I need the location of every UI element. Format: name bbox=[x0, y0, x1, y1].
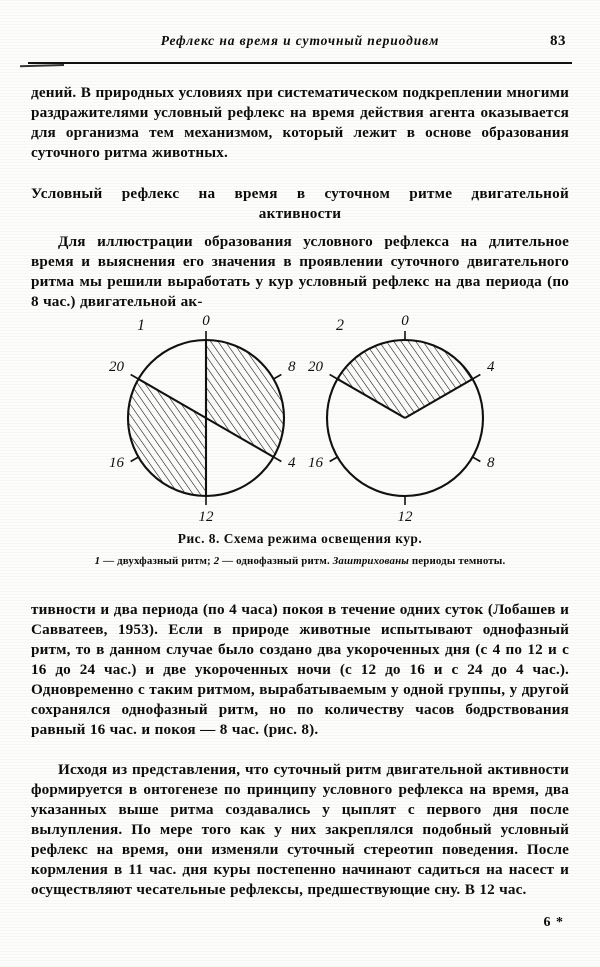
legend-key-2: 2 bbox=[213, 555, 220, 567]
figure-legend bbox=[31, 554, 569, 568]
hour-label-4: 4 bbox=[487, 359, 495, 375]
legend-desc-2: — однофазный ритм. bbox=[219, 555, 333, 567]
figure-8 bbox=[31, 313, 569, 596]
hour-label-12: 12 bbox=[397, 509, 413, 525]
page-number: 83 bbox=[550, 33, 566, 49]
tick-4-outer bbox=[473, 375, 481, 380]
tick-16 bbox=[330, 457, 338, 462]
legend-hatch-note: периоды темноты. bbox=[408, 555, 506, 567]
section-heading-line-2: активности bbox=[258, 205, 342, 222]
hour-label-0: 0 bbox=[202, 313, 210, 329]
figure-caption: Рис. 8. Схема режима освещения кур. bbox=[177, 531, 423, 546]
dark-sector-20-4 bbox=[337, 340, 472, 418]
section-heading-block bbox=[31, 184, 569, 224]
hour-label-8: 8 bbox=[487, 455, 495, 471]
paragraph-block-2 bbox=[31, 232, 569, 312]
legend-key-1: 1 bbox=[94, 555, 101, 567]
hour-label-16: 16 bbox=[308, 455, 323, 471]
running-head-title: Рефлекс на время и суточный периодивм bbox=[160, 33, 440, 48]
tick-16 bbox=[131, 457, 139, 462]
hour-label-8: 8 bbox=[288, 359, 296, 375]
paragraph-experiment: тивности и два периода (по 4 часа) покоя в течение одних суток (Лобашев и Савватеев, 1953). Если в природе животные испытывают однофазный ритм, то в данном случае было создано два укороченных дня (с 4 по 12 и с 16 до 24 час.) и две укороченных ночи (с 12 до 16 и с 24 до 4 час.). Одновременно с таким ритмом, вырабатываемым у одной группы, у другой сохранялся однофазный ритм, но по количеству часов бодрствования равный 16 час. и покоя — 8 час. (рис. 8). bbox=[31, 601, 569, 738]
paragraph-intro: Для иллюстрации образования условного рефлекса на длительное время и выяснения его значения в проявлении суточного двигательного ритма мы решили выработать у кур условный рефлекс на два периода (по 8 час.) двигательной ак- bbox=[31, 233, 569, 310]
legend-desc-1: — двухфазный ритм; bbox=[100, 555, 214, 567]
hour-label-12: 12 bbox=[198, 509, 214, 525]
paragraph-block-4 bbox=[31, 760, 569, 900]
paragraph-block-3 bbox=[31, 600, 569, 740]
legend-hatch-note-emph: Заштрихованы bbox=[332, 555, 409, 567]
tick-20 bbox=[131, 375, 139, 380]
signature-mark: 6 * bbox=[543, 915, 564, 930]
diagram-label-2: 2 bbox=[336, 317, 344, 334]
header-rule bbox=[28, 62, 572, 64]
diagram-biphasic bbox=[109, 313, 296, 525]
tick-8 bbox=[274, 375, 282, 380]
diagram-label-1: 1 bbox=[137, 317, 145, 334]
tick-8 bbox=[473, 457, 481, 462]
hour-label-20: 20 bbox=[308, 359, 323, 375]
tick-20-outer bbox=[330, 375, 338, 380]
paragraph-block-1 bbox=[31, 83, 569, 163]
section-heading-line-1: Условный рефлекс на время в суточном ритме двигательной bbox=[31, 185, 569, 202]
hour-label-16: 16 bbox=[109, 455, 124, 471]
tick-4 bbox=[274, 457, 282, 462]
figure-diagrams bbox=[31, 313, 569, 526]
page-title bbox=[31, 184, 569, 224]
hour-label-0: 0 bbox=[401, 313, 409, 329]
paragraph-ontogenesis: Исходя из представления, что суточный ритм двигательной активности формируется в онтогенезе по принципу условного рефлекса на время, два указанных выше ритма создавались у цыплят с первого дня после вылупления. По мере того как у них закреплялся подобный условный рефлекс на время, они изменяли суточный стереотип поведения. После кормления в 11 час. дня куры постепенно начинают садиться на насест и осуществляют чесательные рефлексы, предшествующие сну. В 12 час. bbox=[31, 761, 569, 898]
paragraph-continuation: дений. В природных условиях при систематическом подкреплении многими раздражителями условный рефлекс на время действия агента оказывается для организма тем механизмом, который лежит в основе образования суточного ритма животных. bbox=[31, 84, 569, 161]
diagram-monophasic bbox=[308, 313, 495, 525]
hour-label-4: 4 bbox=[288, 455, 296, 471]
running-head bbox=[34, 33, 566, 55]
hour-label-20: 20 bbox=[109, 359, 124, 375]
